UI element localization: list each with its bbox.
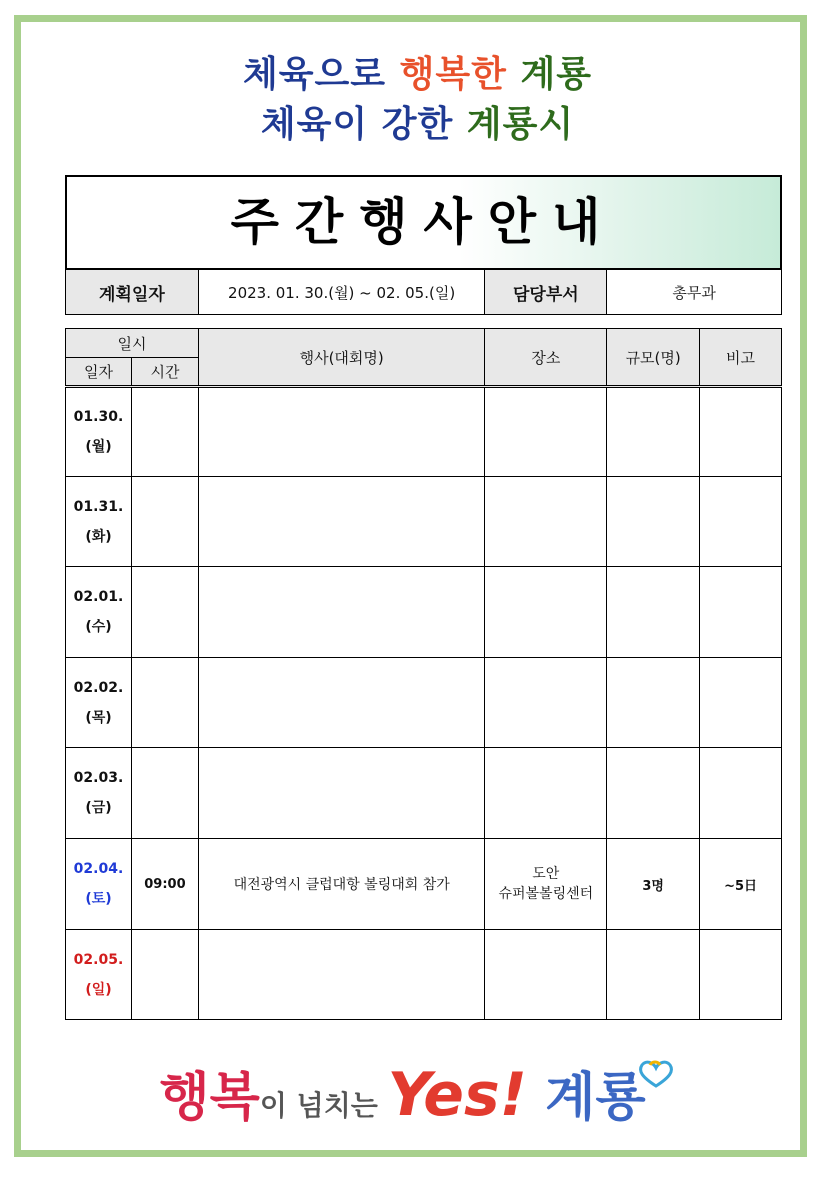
row-event xyxy=(198,930,485,1020)
row-day: (일) xyxy=(85,981,112,998)
footer-slogan xyxy=(0,1055,835,1130)
dept-label: 담당부서 xyxy=(485,270,607,315)
row-date: 02.02. xyxy=(73,679,124,696)
row-date: 02.03. xyxy=(73,770,124,786)
row-date-cell xyxy=(66,567,132,658)
row-date-cell xyxy=(66,930,132,1020)
slogan-1-part-3: 계룡 xyxy=(506,54,593,95)
page-title: 주간행사안내 xyxy=(65,175,782,270)
row-day: (월) xyxy=(85,439,112,455)
row-day: (목) xyxy=(85,709,112,726)
row-time xyxy=(131,748,198,839)
row-place xyxy=(485,567,607,658)
row-time: 09:00 xyxy=(131,839,198,930)
footer-part-2: 이 넘치는 xyxy=(259,1089,388,1122)
period-label: 계획일자 xyxy=(66,270,199,315)
slogan-line-2 xyxy=(0,96,835,147)
table-row xyxy=(66,930,782,1020)
header-datetime: 일시 xyxy=(66,329,199,358)
row-note xyxy=(700,930,782,1020)
period-value: 2023. 01. 30.(월) ~ 02. 05.(일) xyxy=(198,270,485,315)
row-place-line2: 슈퍼볼볼링센터 xyxy=(498,886,594,902)
row-scale xyxy=(607,658,700,748)
footer-part-4: 계룡 xyxy=(527,1068,646,1128)
row-date-cell xyxy=(66,387,132,477)
dept-value: 총무과 xyxy=(607,270,782,315)
row-day: (화) xyxy=(85,528,112,545)
row-scale xyxy=(607,748,700,839)
row-note xyxy=(700,477,782,567)
row-event xyxy=(198,477,485,567)
row-date: 02.01. xyxy=(73,589,124,605)
header-place: 장소 xyxy=(485,329,607,387)
row-scale xyxy=(607,930,700,1020)
row-event xyxy=(198,567,485,658)
row-scale xyxy=(607,477,700,567)
header-date: 일자 xyxy=(66,358,132,387)
table-row xyxy=(66,477,782,567)
slogan-1-part-1: 체육으로 xyxy=(242,54,400,95)
row-place xyxy=(485,930,607,1020)
row-place-line1: 도안 xyxy=(532,866,560,882)
row-time xyxy=(131,930,198,1020)
row-time xyxy=(131,477,198,567)
schedule-table xyxy=(65,328,782,1020)
row-time xyxy=(131,567,198,658)
row-place xyxy=(485,748,607,839)
table-row xyxy=(66,839,782,930)
header-event: 행사(대회명) xyxy=(198,329,485,387)
row-day: (토) xyxy=(85,891,112,907)
row-place xyxy=(485,839,607,930)
row-date-cell xyxy=(66,477,132,567)
info-table xyxy=(65,269,782,315)
footer-part-3: Yes! xyxy=(387,1060,528,1130)
row-date: 02.05. xyxy=(73,951,124,968)
row-event xyxy=(198,387,485,477)
row-day: (금) xyxy=(85,800,112,816)
row-scale xyxy=(607,567,700,658)
table-row xyxy=(66,658,782,748)
row-place xyxy=(485,658,607,748)
table-row xyxy=(66,567,782,658)
row-note xyxy=(700,748,782,839)
row-event xyxy=(198,658,485,748)
table-row xyxy=(66,387,782,477)
row-date: 01.30. xyxy=(73,409,124,425)
slogan-2-part-1: 체육이 강한 xyxy=(260,104,454,145)
footer-part-1: 행복 xyxy=(159,1068,260,1128)
slogan-line-1 xyxy=(0,46,835,97)
row-place xyxy=(485,387,607,477)
header-note: 비고 xyxy=(700,329,782,387)
row-note: ~5日 xyxy=(700,839,782,930)
row-event xyxy=(198,748,485,839)
row-date-cell xyxy=(66,748,132,839)
row-time xyxy=(131,387,198,477)
row-date: 01.31. xyxy=(73,498,124,515)
row-date-cell xyxy=(66,658,132,748)
row-note xyxy=(700,567,782,658)
row-event: 대전광역시 클럽대항 볼링대회 참가 xyxy=(198,839,485,930)
header-time: 시간 xyxy=(131,358,198,387)
row-scale: 3명 xyxy=(607,839,700,930)
row-note xyxy=(700,658,782,748)
table-row xyxy=(66,748,782,839)
row-note xyxy=(700,387,782,477)
slogan-2-part-2: 계룡시 xyxy=(453,104,575,145)
row-time xyxy=(131,658,198,748)
header-scale: 규모(명) xyxy=(607,329,700,387)
row-date-cell xyxy=(66,839,132,930)
row-place xyxy=(485,477,607,567)
heart-icon xyxy=(636,1059,676,1089)
row-scale xyxy=(607,387,700,477)
row-day: (수) xyxy=(85,619,112,635)
slogan-1-part-2: 행복한 xyxy=(399,54,507,95)
row-date: 02.04. xyxy=(73,861,124,877)
